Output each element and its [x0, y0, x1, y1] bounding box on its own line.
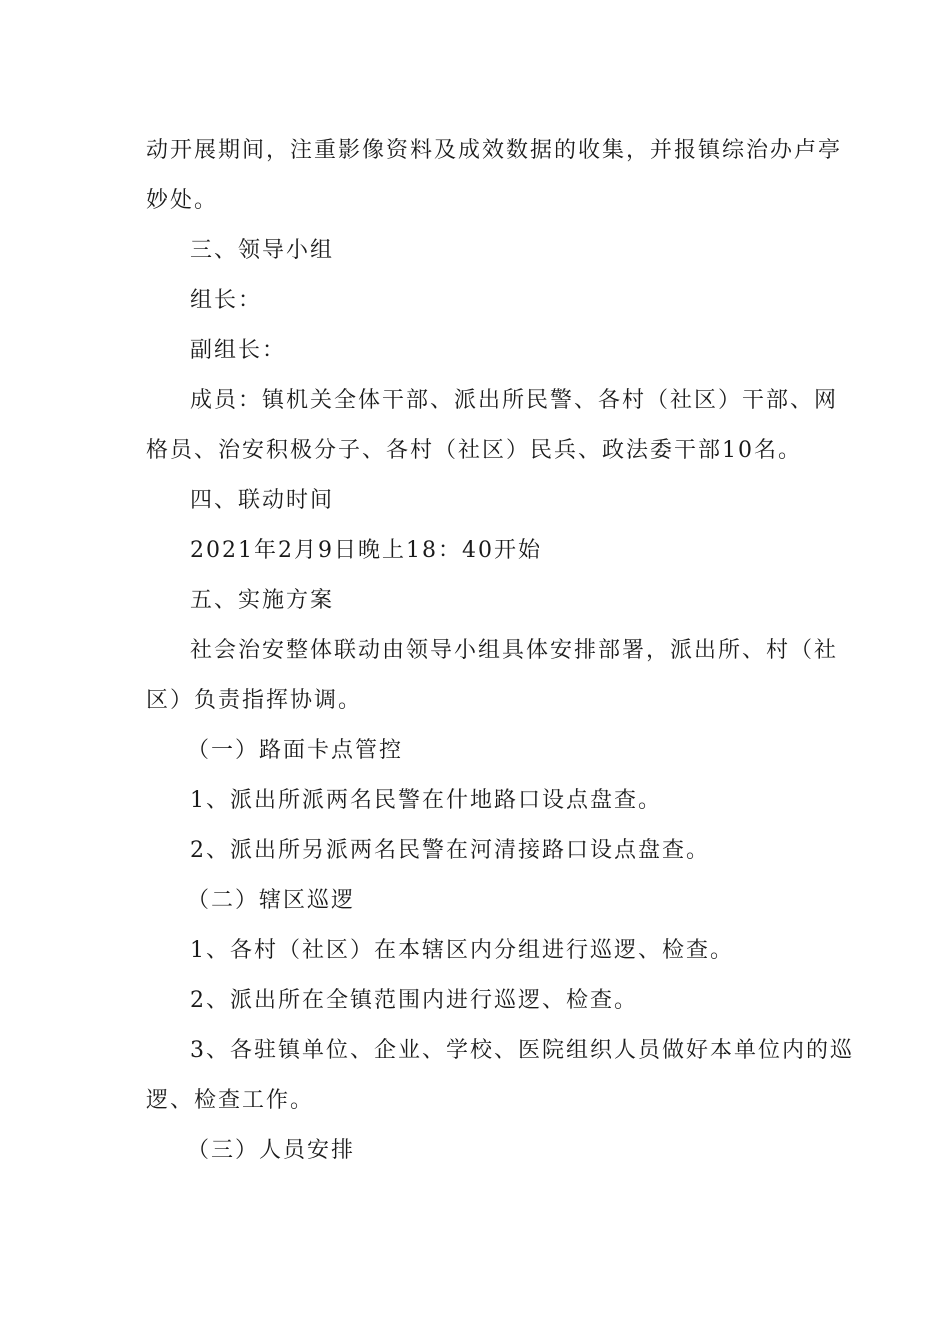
section-heading-plan: 五、实施方案 [190, 588, 335, 613]
schedule-time: 2021年2月9日晚上18：40开始 [190, 538, 542, 563]
list-item: 2、派出所另派两名民警在河清接路口设点盘查。 [190, 838, 710, 863]
plan-paragraph: 社会治安整体联动由领导小组具体安排部署，派出所、村（社 [190, 638, 839, 663]
members-line: 成员：镇机关全体干部、派出所民警、各村（社区）干部、网 [190, 388, 839, 413]
subsection-heading-staffing: （三）人员安排 [187, 1138, 356, 1163]
paragraph-line: 动开展期间，注重影像资料及成效数据的收集，并报镇综治办卢亭 [146, 138, 843, 163]
section-heading-schedule: 四、联动时间 [190, 488, 335, 513]
paragraph-line: 妙处。 [146, 188, 219, 213]
leader-label: 组长： [190, 288, 263, 313]
plan-paragraph-continued: 区）负责指挥协调。 [146, 688, 363, 713]
subsection-heading-patrol: （二）辖区巡逻 [187, 888, 356, 913]
members-line-continued: 格员、治安积极分子、各村（社区）民兵、政法委干部10名。 [146, 438, 802, 463]
list-item: 3、各驻镇单位、企业、学校、医院组织人员做好本单位内的巡 [190, 1038, 854, 1063]
list-item-continued: 逻、检查工作。 [146, 1088, 315, 1113]
list-item: 1、派出所派两名民警在什地路口设点盘查。 [190, 788, 662, 813]
section-heading-leadership-group: 三、领导小组 [190, 238, 335, 263]
list-item: 1、各村（社区）在本辖区内分组进行巡逻、检查。 [190, 938, 734, 963]
list-item: 2、派出所在全镇范围内进行巡逻、检查。 [190, 988, 638, 1013]
deputy-leader-label: 副组长： [190, 338, 287, 363]
subsection-heading-checkpoints: （一）路面卡点管控 [187, 738, 404, 763]
